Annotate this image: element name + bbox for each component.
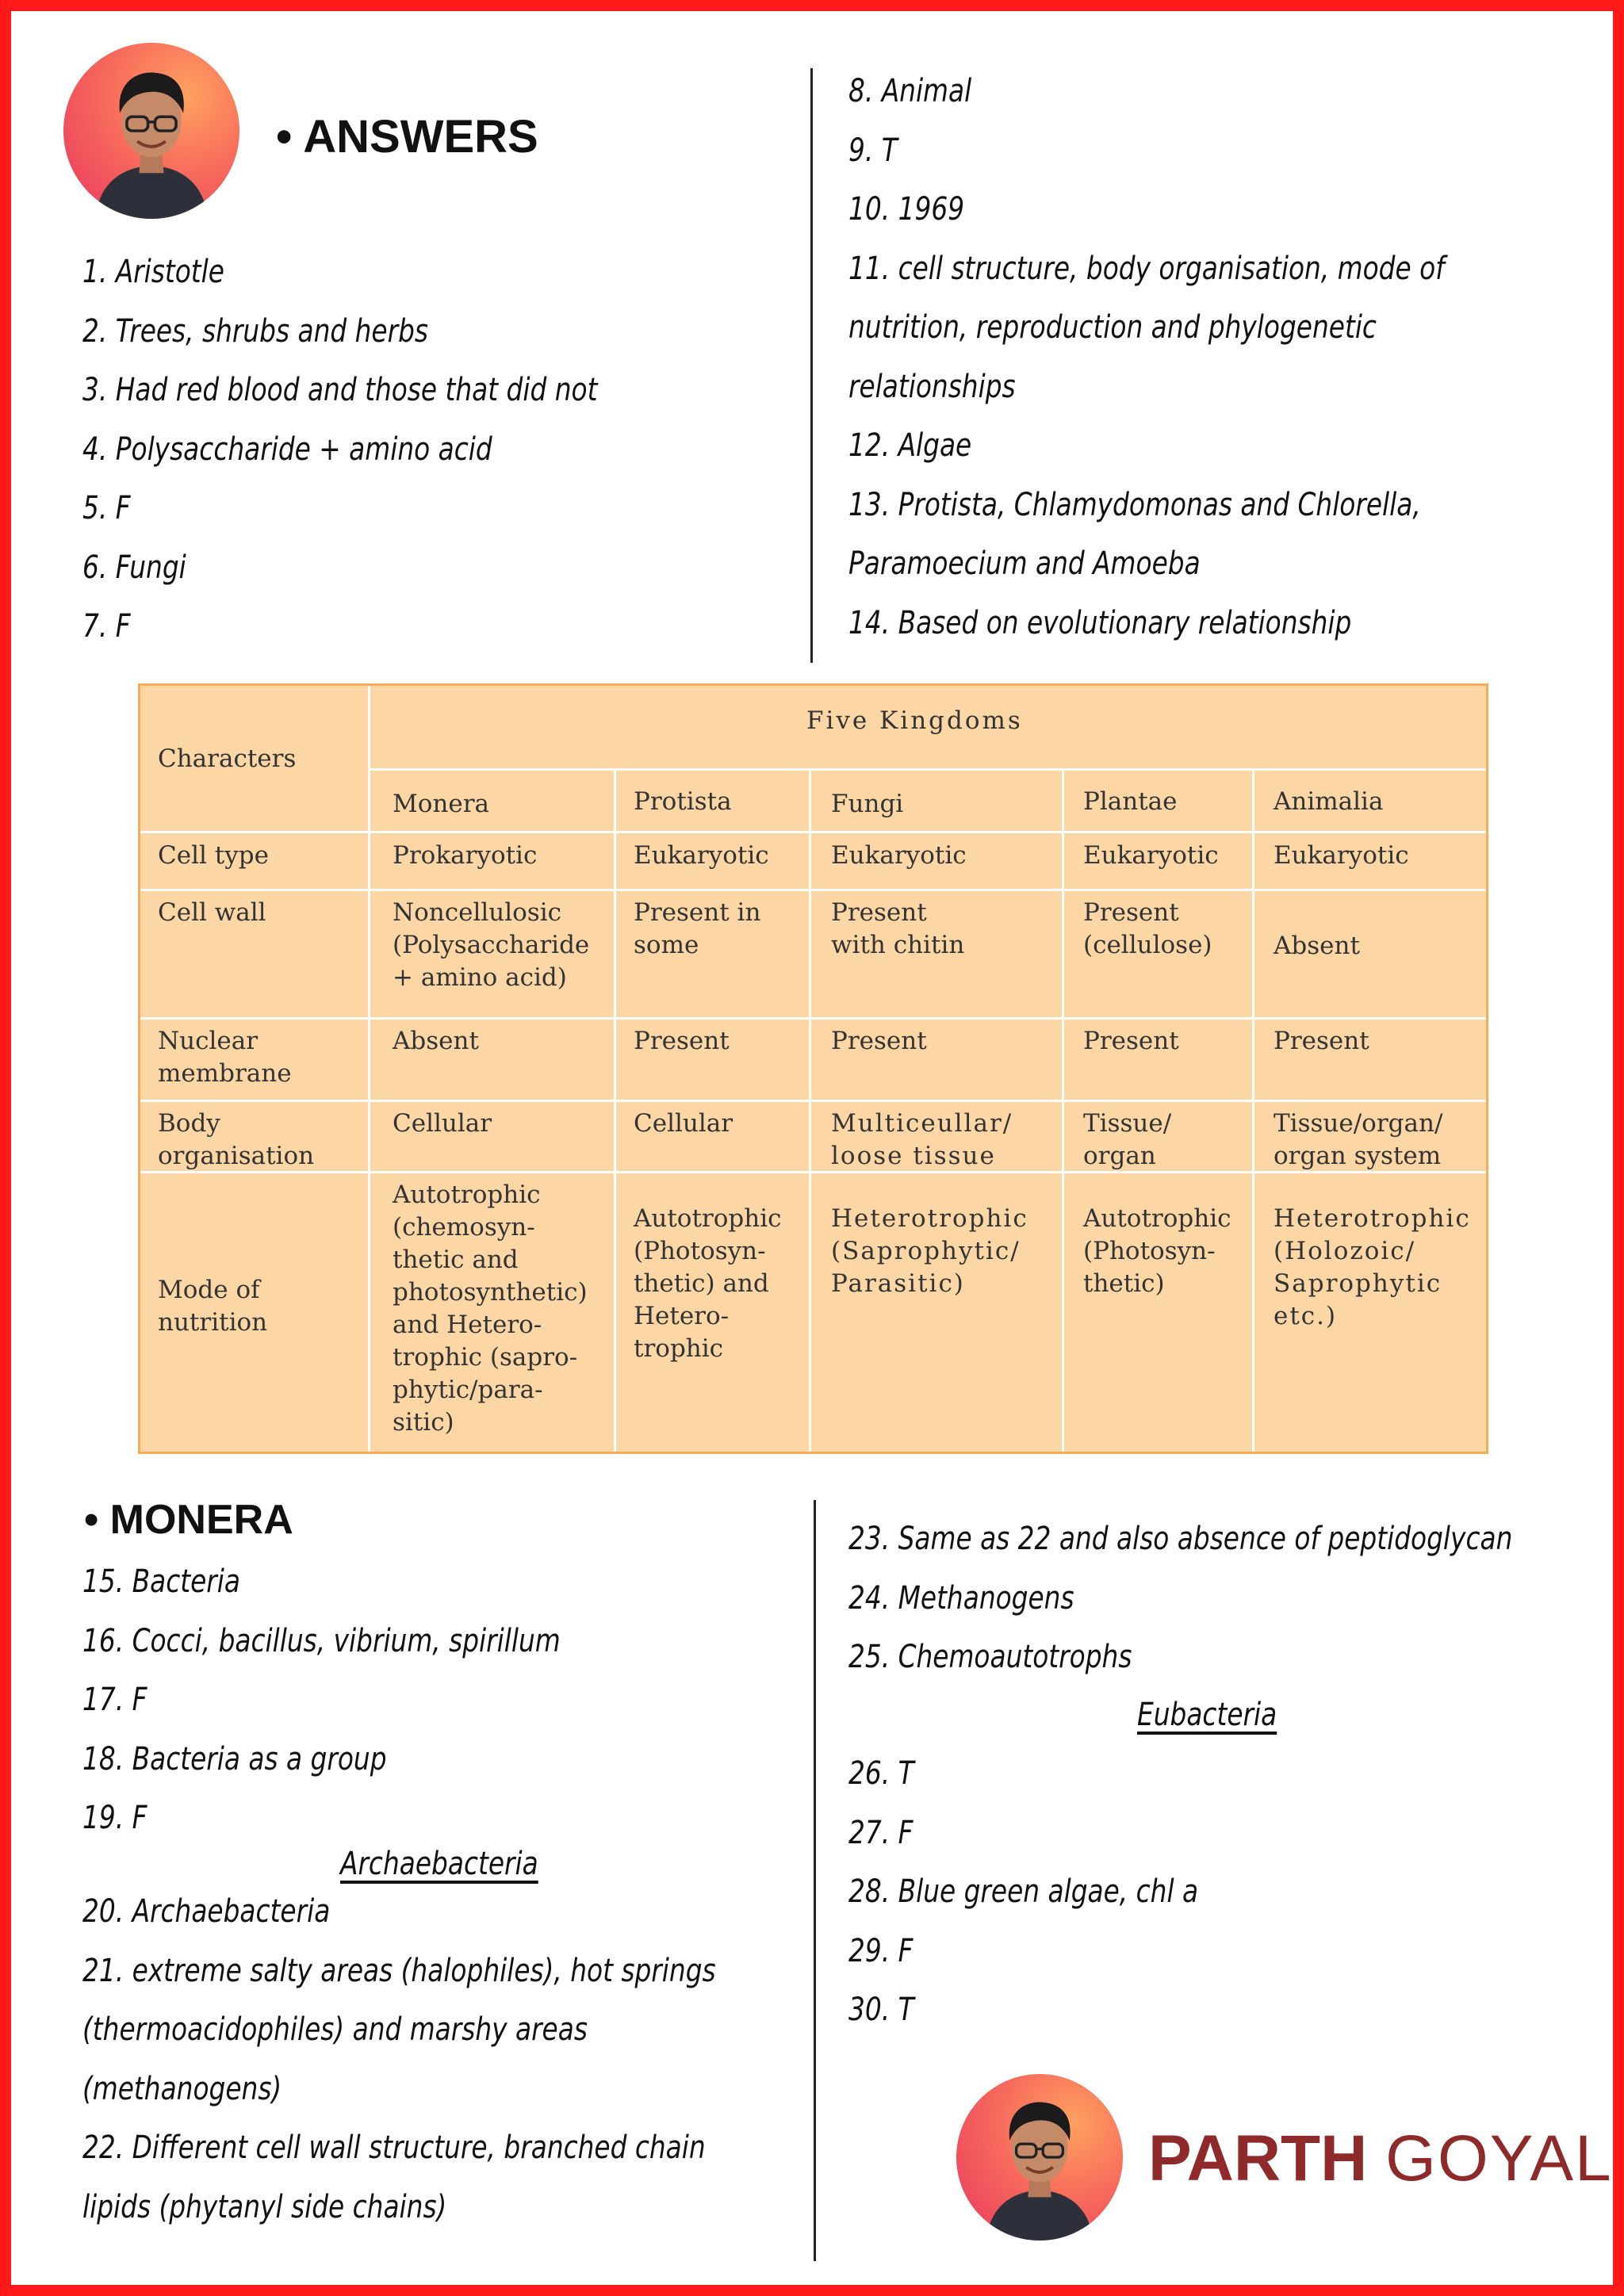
cell-cell-wall-animalia [1274,930,1360,962]
brand-first-name: PARTH [1148,2122,1368,2195]
monera-heading-text: MONERA [109,1497,293,1543]
column-divider-top [810,68,813,663]
answer-line: 3. Had red blood and those that did not [82,372,598,408]
cell-line: (chemosyn- [393,1213,535,1242]
cell-line: some [634,931,699,959]
cell-line: Hetero- [634,1302,730,1330]
cell-nuclear-membrane-monera [393,1025,479,1058]
cell-line: (Photosyn- [1083,1237,1216,1265]
answer-line: nutrition, reproduction and phylogenetic [848,309,1377,346]
answer-line: 26. T [848,1755,914,1792]
answer-line: 25. Chemoautotrophs [848,1639,1132,1675]
answer-line: 28. Blue green algae, chl a [848,1873,1199,1910]
answer-line: 5. F [82,490,131,526]
cell-line: trophic (sapro- [393,1343,578,1372]
cell-line: Present [831,898,927,927]
cell-line: phytic/para- [393,1376,543,1404]
brand-last-name: GOYAL [1385,2122,1613,2195]
cell-cell-wall-fungi [831,897,964,962]
cell-line: etc.) [1274,1302,1338,1330]
kingdom-header-plantae: Plantae [1083,787,1178,816]
eubacteria-subheading: Eubacteria [1137,1697,1277,1733]
monera-list-right-a [848,1510,1613,1687]
cell-mode-of-nutrition-protista [634,1203,782,1365]
monera-heading: • MONERA [84,1497,293,1543]
cell-line: Eukaryotic [1083,841,1219,870]
row-label-line: membrane [158,1059,292,1088]
cell-nuclear-membrane-plantae [1083,1025,1179,1058]
answer-line: (methanogens) [82,2070,282,2107]
monera-list-left-a [82,1552,665,1848]
answer-line: 20. Archaebacteria [82,1893,331,1930]
row-label-line: Nuclear [158,1027,259,1055]
cell-line: Noncellulosic [393,898,562,927]
cell-line: + amino acid) [393,963,567,992]
cell-line: Present [634,1027,730,1055]
cell-line: Cellular [634,1109,733,1138]
cell-line: Cellular [393,1109,492,1138]
cell-line: loose tissue [831,1142,996,1170]
row-label-cell-wall [158,897,266,929]
cell-mode-of-nutrition-animalia [1274,1203,1471,1333]
row-label-line: Cell wall [158,898,266,927]
answer-line: 19. F [82,1800,147,1836]
answer-line: relationships [848,368,1016,405]
cell-cell-type-protista [634,840,769,872]
cell-body-organisation-animalia [1274,1108,1442,1173]
column-divider-bottom [814,1500,816,2261]
answer-line: 15. Bacteria [82,1563,240,1600]
answers-list-top-left [82,243,710,656]
cell-line: trophic [634,1334,724,1363]
cell-line: thetic) [1083,1269,1165,1298]
answer-line: 9. T [848,132,898,169]
cell-line: Saprophytic [1274,1269,1442,1298]
kingdom-header-fungi: Fungi [831,790,904,818]
row-label-line: Body [158,1109,220,1138]
answer-line: 7. F [82,608,131,645]
answers-heading-text: ANSWERS [303,111,538,163]
row-label-line: organisation [158,1142,315,1170]
cell-cell-type-fungi [831,840,967,872]
answer-line: lipids (phytanyl side chains) [82,2188,447,2225]
answer-line: 23. Same as 22 and also absence of peptidoglycan [848,1521,1513,1557]
answer-line: 27. F [848,1814,914,1851]
cell-line: Heterotrophic [1274,1204,1471,1233]
author-avatar [63,43,239,219]
answer-line: 13. Protista, Chlamydomonas and Chlorella, [848,486,1421,523]
cell-line: (Saprophytic/ [831,1237,1021,1265]
answer-line: 14. Based on evolutionary relationship [848,604,1352,641]
cell-line: thetic) and [634,1269,769,1298]
cell-mode-of-nutrition-monera [393,1179,588,1439]
answer-line: 11. cell structure, body organisation, mode of [848,250,1445,287]
cell-line: organ [1083,1142,1156,1170]
cell-line: (Polysaccharide [393,931,590,959]
cell-nuclear-membrane-animalia [1274,1025,1369,1058]
cell-line: organ system [1274,1142,1442,1170]
monera-list-right-b [848,1744,1275,2040]
row-label-mode-of-nutrition [158,1274,267,1339]
answer-line: 18. Bacteria as a group [82,1740,387,1777]
cell-line: Eukaryotic [1274,841,1409,870]
cell-line: Eukaryotic [831,841,967,870]
cell-body-organisation-plantae [1083,1108,1171,1173]
cell-line: Absent [1274,932,1360,960]
answer-sheet [11,11,1613,2285]
answer-line: 2. Trees, shrubs and herbs [82,312,428,350]
cell-mode-of-nutrition-fungi [831,1203,1028,1300]
row-label-line: Cell type [158,841,269,870]
cell-line: Tissue/ [1083,1109,1172,1138]
cell-line: Tissue/organ/ [1274,1109,1443,1138]
cell-line: Multiceullar/ [831,1109,1013,1138]
cell-cell-type-plantae [1083,840,1219,872]
cell-line: Present in [634,898,761,927]
cell-line: Absent [393,1027,479,1055]
cell-line: Autotrophic [634,1204,782,1233]
cell-line: Autotrophic [393,1181,541,1209]
answer-line: 16. Cocci, bacillus, vibrium, spirillum [82,1622,561,1659]
answer-line: 12. Algae [848,427,972,464]
cell-body-organisation-protista [634,1108,733,1140]
cell-line: Eukaryotic [634,841,769,870]
cell-cell-wall-monera [393,897,589,994]
cell-line: (Photosyn- [634,1237,766,1265]
cell-line: Parasitic) [831,1269,965,1298]
row-label-cell-type [158,840,269,872]
archaebacteria-subheading: Archaebacteria [340,1846,538,1882]
cell-line: Present [1083,1027,1179,1055]
answer-line: Paramoecium and Amoeba [848,545,1201,582]
cell-line: and Hetero- [393,1311,542,1339]
cell-line: thetic and [393,1246,519,1274]
answer-line: 6. Fungi [82,549,186,586]
cell-line: (Holozoic/ [1274,1237,1416,1265]
monera-list-left-b [82,1882,855,2237]
person-portrait-icon [63,43,239,219]
answer-line: 17. F [82,1682,147,1718]
cell-cell-wall-protista [634,897,760,962]
brand-avatar [956,2074,1123,2241]
cell-mode-of-nutrition-plantae [1083,1203,1231,1300]
kingdom-header-protista: Protista [634,787,732,816]
answer-line: 22. Different cell wall structure, branched chain [82,2130,706,2166]
cell-line: Present [831,1027,927,1055]
cell-line: Autotrophic [1083,1204,1231,1233]
answers-heading: • ANSWERS [276,111,538,163]
kingdom-header-monera: Monera [393,790,490,818]
answer-line: (thermoacidophiles) and marshy areas [82,2011,588,2048]
row-label-body-organisation [158,1108,314,1173]
cell-line: Present [1083,898,1179,927]
kingdom-header-animalia: Animalia [1274,787,1384,816]
cell-line: photosynthetic) [393,1278,588,1307]
cell-line: Prokaryotic [393,841,538,870]
person-portrait-icon [956,2074,1123,2241]
answer-line: 10. 1969 [848,191,965,228]
table-characters-header: Characters [158,744,297,773]
cell-nuclear-membrane-protista [634,1025,730,1058]
brand-name [1148,2123,1613,2195]
cell-cell-type-monera [393,840,537,872]
five-kingdoms-table [138,683,1488,1454]
cell-line: (cellulose) [1083,931,1212,959]
cell-nuclear-membrane-fungi [831,1025,927,1058]
cell-line: sitic) [393,1408,454,1437]
table-group-header: Five Kingdoms [806,706,1023,735]
row-label-line: Mode of [158,1276,260,1304]
cell-cell-wall-plantae [1083,897,1212,962]
answer-line: 29. F [848,1932,914,1969]
answer-line: 8. Animal [848,73,972,109]
cell-line: with chitin [831,931,965,959]
cell-line: Present [1274,1027,1369,1055]
row-label-nuclear-membrane [158,1025,292,1090]
answer-line: 24. Methanogens [848,1579,1074,1617]
answer-line: 30. T [848,1992,914,2028]
cell-line: Heterotrophic [831,1204,1028,1233]
answers-list-top-right [848,62,1576,652]
cell-body-organisation-monera [393,1108,492,1140]
answer-line: 1. Aristotle [82,254,224,290]
row-label-line: nutrition [158,1308,268,1337]
cell-body-organisation-fungi [831,1108,1013,1173]
answer-line: 4. Polysaccharide + amino acid [82,430,492,468]
answer-line: 21. extreme salty areas (halophiles), hot springs [82,1952,716,1989]
cell-cell-type-animalia [1274,840,1409,872]
